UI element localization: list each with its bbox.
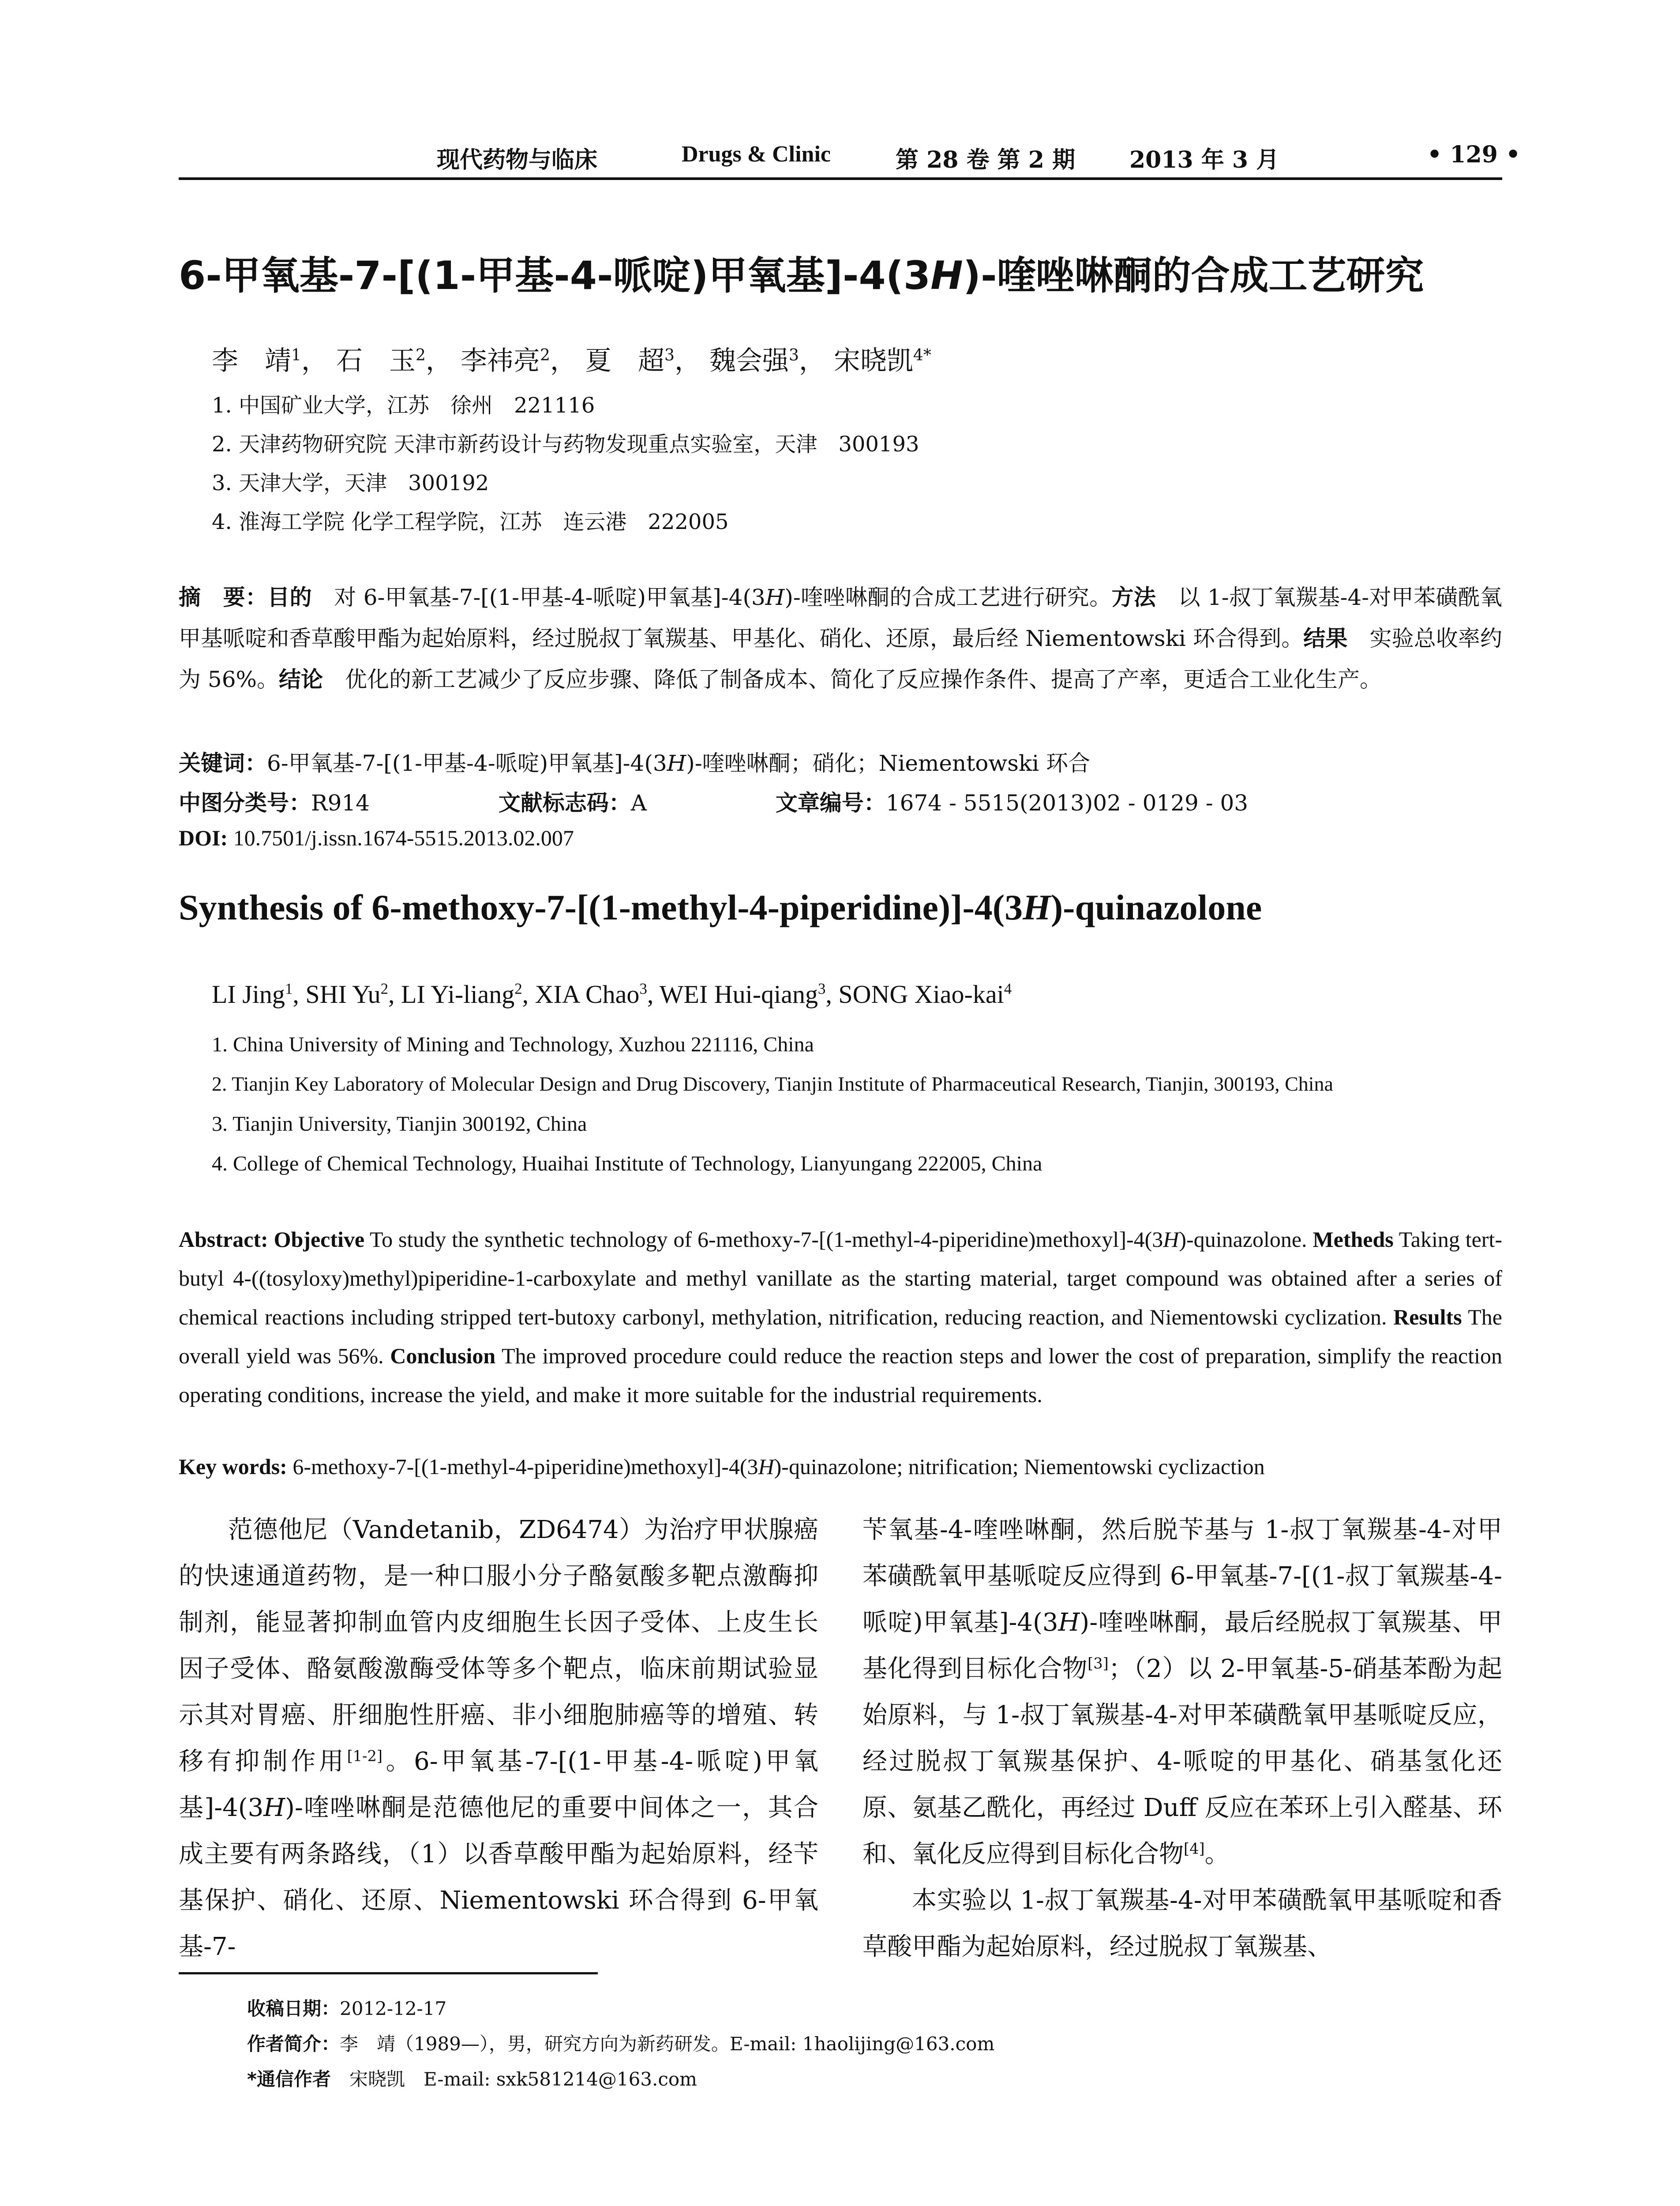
author-en: SONG Xiao-kai$^4$ <box>838 980 1012 1009</box>
body-paragraph: 苄氧基-4-喹唑啉酮，然后脱苄基与 1-叔丁氧羰基-4-对甲苯磺酰氧甲基哌啶反应得到 6-甲氧基-7-[(1-叔丁氧羰基-4-哌啶)甲氧基]-4(3H)-喹唑啉酮，最后经脱叔丁氧羰基、甲基化得到目标化合物[3]；（2）以 2-甲氧基-5-硝基苯酚为起始原料，与 1-叔丁氧羰基-4-对甲苯磺酰氧甲基哌啶反应，经过脱叔丁氧羰基保护、4-哌啶的甲基化、硝基氢化还原、氨基乙酰化，再经过 Duff 反应在苯环上引入醛基、环和、氧化反应得到目标化合物[4]。 <box>862 1516 1503 1868</box>
author-cn: 宋晓凯$^{4*}$ <box>833 345 931 376</box>
title-en: Synthesis of 6-methoxy-7-[(1-methyl-4-piperidine)]-4(3H)-quinazolone <box>179 887 1262 927</box>
author-en: LI Yi-liang$^2$ <box>401 980 522 1009</box>
journal-name-cn: 现代药物与临床 <box>437 146 598 173</box>
result-label: 结果 <box>1303 626 1348 651</box>
author-cn: 夏 超$^3$ <box>585 345 675 376</box>
footnote-rule <box>179 1972 598 1974</box>
header-rule <box>179 177 1502 180</box>
author-en: XIA Chao$^3$ <box>535 980 647 1009</box>
issue-date: 2013 年 3 月 <box>1129 146 1279 173</box>
authors-en: LI Jing$^1$, SHI Yu$^2$, LI Yi-liang$^2$, XIA Chao$^3$, WEI Hui-qiang$^3$, SONG Xiao-kai$^4$ <box>212 980 1012 1009</box>
corresponding-author: *通信作者 宋晓凯 E-mail: sxk581214@163.com <box>247 2068 698 2090</box>
abstract-cn: 摘 要：目的 对 6-甲氧基-7-[(1-甲基-4-哌啶)甲氧基]-4(3H)-喹唑啉酮的合成工艺进行研究。方法 以 1-叔丁氧羰基-4-对甲苯磺酰氧甲基哌啶和香草酸甲酯为起始原料，经过脱叔丁氧羰基、甲基化、硝化、还原，最后经 Niementowski 环合得到。结果 实验总收率约为 56%。结论 优化的新工艺减少了反应步骤、降低了制备成本、简化了反应操作条件、提高了产率，更适合工业化生产。 <box>179 585 1503 692</box>
affiliation-en: 4. College of Chemical Technology, Huaihai Institute of Technology, Lianyungang 222005, China <box>212 1152 1042 1175</box>
author-en: SHI Yu$^2$ <box>305 980 389 1009</box>
author-bio: 作者简介：李 靖（1989—），男，研究方向为新药研发。E-mail: 1haolijing@163.com <box>247 2033 995 2055</box>
author-cn: 李祎亮$^2$ <box>460 345 550 376</box>
keywords-cn: 关键词：6-甲氧基-7-[(1-甲基-4-哌啶)甲氧基]-4(3H)-喹唑啉酮；硝化；Niementowski 环合 <box>179 750 1091 776</box>
title-cn: 6-甲氧基-7-[(1-甲基-4-哌啶)甲氧基]-4(3H)-喹唑啉酮的合成工艺研究 <box>179 253 1424 298</box>
affiliation-en: 3. Tianjin University, Tianjin 300192, China <box>212 1112 587 1136</box>
authors-cn: 李 靖$^1$， 石 玉$^2$， 李祎亮$^2$， 夏 超$^3$， 魏会强$^3$， 宋晓凯$^{4*}$ <box>212 345 931 376</box>
affiliation-cn: 3. 天津大学，天津 300192 <box>212 471 489 495</box>
doi-line: DOI: 10.7501/j.issn.1674-5515.2013.02.007 <box>179 825 574 850</box>
affiliation-cn: 4. 淮海工学院 化学工程学院，江苏 连云港 222005 <box>212 510 729 534</box>
conclusion-label: 结论 <box>279 667 323 692</box>
author-en: LI Jing$^1$ <box>212 980 293 1009</box>
page-number: • 129 • <box>1427 141 1521 168</box>
author-cn: 李 靖$^1$ <box>212 345 301 376</box>
method-label: 方法 <box>1111 585 1156 610</box>
body-left-column <box>179 1507 818 1970</box>
objective-label: 目的 <box>267 585 312 610</box>
body-paragraph: 范德他尼（Vandetanib，ZD6474）为治疗甲状腺癌的快速通道药物，是一种口服小分子酪氨酸多靶点激酶抑制剂，能显著抑制血管内皮细胞生长因子受体、上皮生长因子受体、酪氨酸激酶受体等多个靶点，临床前期试验显示其对胃癌、肝细胞性肝癌、非小细胞肺癌等的增殖、转移有抑制作用[1-2]。6-甲氧基-7-[(1-甲基-4-哌啶)甲氧基]-4(3H)-喹唑啉酮是范德他尼的重要中间体之一，其合成主要有两条路线，（1）以香草酸甲酯为起始原料，经苄基保护、硝化、还原、Niementowski 环合得到 6-甲氧基-7- <box>179 1516 818 1961</box>
affiliation-en: 2. Tianjin Key Laboratory of Molecular Design and Drug Discovery, Tianjin Institute of Pharmaceutical Research, Tianjin, 300193, China <box>212 1073 1333 1095</box>
doi-value: 10.7501/j.issn.1674-5515.2013.02.007 <box>228 825 574 850</box>
document-code: A <box>630 790 647 816</box>
clc-number: R914 <box>311 790 370 816</box>
affiliation-cn: 1. 中国矿业大学，江苏 徐州 221116 <box>212 393 595 418</box>
author-en: WEI Hui-qiang$^3$ <box>659 980 826 1009</box>
body-right-column <box>862 1507 1502 1970</box>
abstract-en: Abstract: Objective To study the synthetic technology of 6-methoxy-7-[(1-methyl-4-piperidine)methoxyl]-4(3H)-quinazolone. Metheds Taking tert-butyl 4-((tosyloxy)methyl)piperidine-1-carboxylate and methyl vanillate as the starting material, target compound was obtained after a series of chemical reactions including stripped tert-butoxy carbonyl, methylation, nitrification, reducing reaction, and Niementowski cyclization. Results The overall yield was 56%. Conclusion The improved procedure could reduce the reaction steps and lower the cost of preparation, simplify the reaction operating conditions, increase the yield, and make it more suitable for the industrial requirements. <box>179 1227 1503 1407</box>
author-cn: 魏会强$^3$ <box>709 345 799 376</box>
received-date: 收稿日期：2012-12-17 <box>247 1998 447 2019</box>
author-cn: 石 玉$^2$ <box>336 345 426 376</box>
body-paragraph: 本实验以 1-叔丁氧羰基-4-对甲苯磺酰氧甲基哌啶和香草酸甲酯为起始原料，经过脱叔丁氧羰基、 <box>862 1886 1502 1961</box>
classification-line: 中图分类号：R914 文献标志码：A 文章编号：1674 - 5515(2013)02 - 0129 - 03 <box>179 790 1249 816</box>
affiliation-en: 1. China University of Mining and Technology, Xuzhou 221116, China <box>212 1033 814 1056</box>
issue-info: 第 28 卷 第 2 期 <box>896 146 1076 173</box>
article-number: 1674 - 5515(2013)02 - 0129 - 03 <box>885 790 1249 816</box>
keywords-en: Key words: 6-methoxy-7-[(1-methyl-4-piperidine)methoxyl]-4(3H)-quinazolone; nitrification; Niementowski cyclizaction <box>179 1454 1265 1479</box>
abstract-label-en: Abstract: <box>179 1227 268 1252</box>
affiliation-cn: 2. 天津药物研究院 天津市新药设计与药物发现重点实验室，天津 300193 <box>212 432 919 457</box>
abstract-label: 摘 要： <box>179 585 268 610</box>
journal-name-en: Drugs & Clinic <box>682 142 831 167</box>
